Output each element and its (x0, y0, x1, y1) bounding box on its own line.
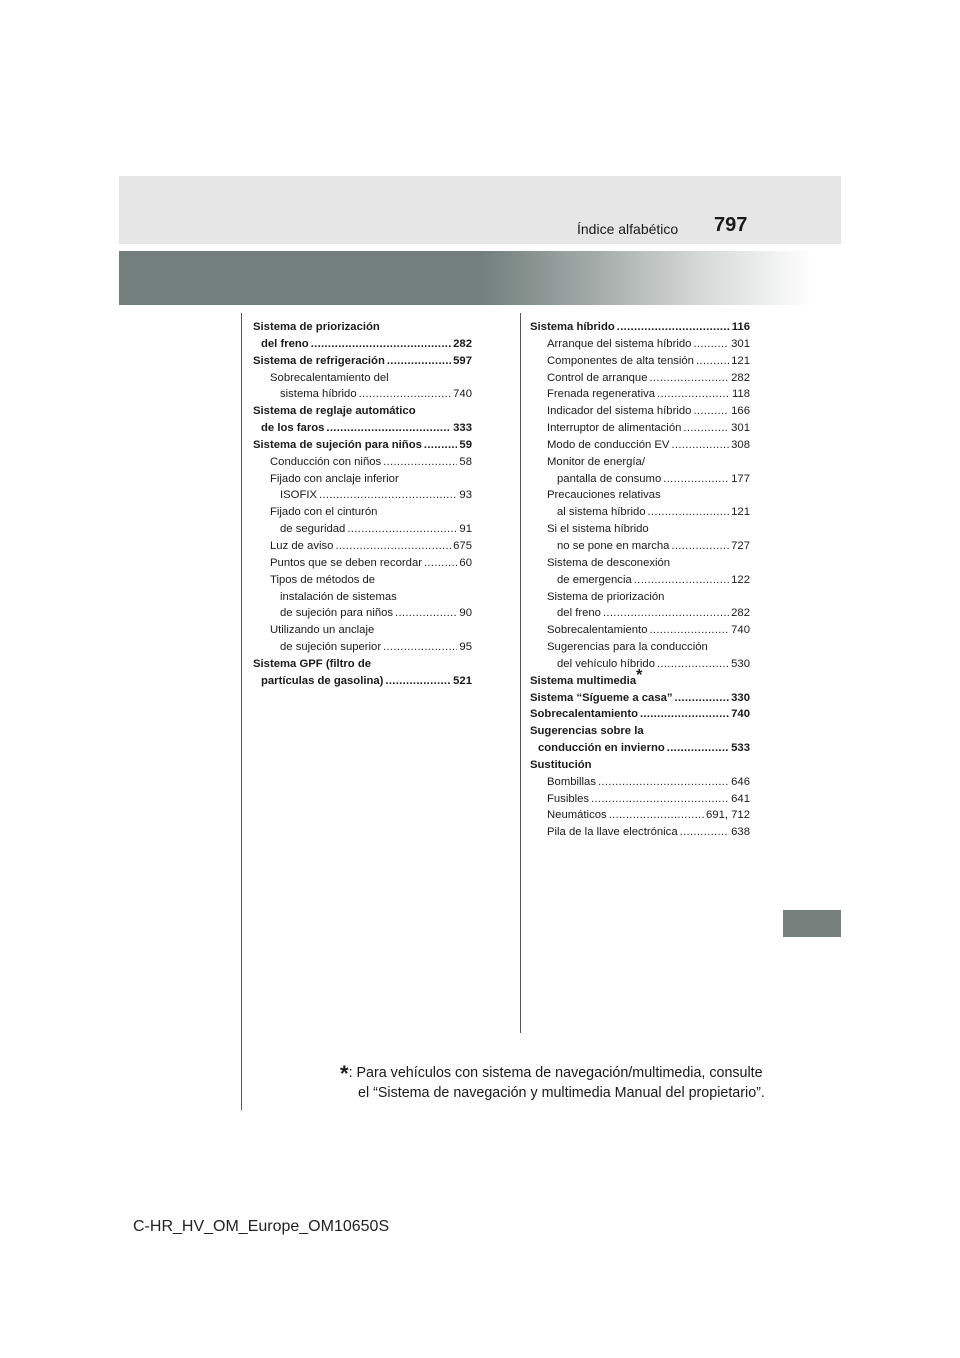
index-entry-page: 91 (459, 523, 472, 536)
index-entry-term: Fijado con anclaje inferior (270, 472, 399, 485)
index-entry-page: 646 (731, 775, 750, 788)
index-entry-term: Sustitución (530, 758, 592, 771)
index-entry-page: 121 (731, 506, 750, 519)
index-entry-term: Sistema GPF (filtro de (253, 657, 372, 670)
index-entry-term: del vehículo híbrido (557, 657, 655, 670)
index-entry-term: Sistema de sujeción para niños (253, 438, 422, 451)
dot-leader (640, 706, 729, 723)
index-entry (530, 386, 750, 403)
index-entry (253, 656, 472, 673)
dot-leader (649, 370, 729, 387)
index-entry-term: Sistema “Sígueme a casa” (530, 691, 673, 704)
index-entry-term: de emergencia (557, 573, 632, 586)
index-entry-page: 93 (459, 489, 472, 502)
index-entry (530, 605, 750, 622)
index-entry-page: 121 (731, 354, 750, 367)
index-entry-term: Monitor de energía/ (547, 455, 645, 468)
index-entry-page: 301 (731, 337, 750, 350)
index-entry-page: 166 (731, 405, 750, 418)
index-entry-term: de seguridad (280, 523, 346, 536)
dot-leader (648, 504, 730, 521)
index-entry (530, 666, 750, 690)
index-entry-term: Sistema de desconexión (547, 556, 671, 569)
index-entry-page: 740 (453, 388, 472, 401)
index-entry (530, 538, 750, 555)
index-entry-page: 282 (731, 607, 750, 620)
index-entry-term: Componentes de alta tensión (547, 354, 694, 367)
index-entry-term: Tipos de métodos de (270, 573, 376, 586)
dot-leader (326, 420, 451, 437)
index-entry-page: 177 (731, 472, 750, 485)
footnote-reference: * (636, 666, 643, 684)
dot-leader (696, 353, 729, 370)
index-entry (253, 504, 472, 521)
index-entry (253, 589, 472, 606)
index-entry (530, 471, 750, 488)
footnote-line-1: : Para vehículos con sistema de navegación/multimedia, consulte (348, 1065, 763, 1081)
index-entry (253, 487, 472, 504)
index-entry-term: Bombillas (547, 775, 596, 788)
index-entry (253, 319, 472, 336)
footnote-marker: * (340, 1061, 349, 1086)
index-entry-term: Pila de la llave electrónica (547, 826, 678, 839)
index-entry-page: 691, 712 (706, 809, 750, 822)
dot-leader (693, 336, 729, 353)
index-column-right (530, 319, 750, 841)
index-entry-page: 59 (459, 438, 472, 451)
index-entry-page: 638 (731, 826, 750, 839)
index-entry-term: de los faros (261, 422, 325, 435)
index-entry-page: 521 (453, 674, 472, 687)
index-entry-term: de sujeción superior (280, 641, 382, 654)
dot-leader (311, 336, 451, 353)
index-entry (530, 504, 750, 521)
index-entry (253, 521, 472, 538)
index-entry-page: 308 (731, 438, 750, 451)
index-entry-term: Si el sistema híbrido (547, 523, 649, 536)
index-entry-page: 282 (731, 371, 750, 384)
index-entry-page: 330 (731, 691, 750, 704)
dot-leader (347, 521, 457, 538)
index-entry (530, 622, 750, 639)
index-entry-term: Luz de aviso (270, 539, 334, 552)
index-entry-term: ISOFIX (280, 489, 318, 502)
index-entry-term: Modo de conducción EV (547, 438, 670, 451)
index-entry-page: 122 (731, 573, 750, 586)
index-entry (530, 740, 750, 757)
page-number: 797 (714, 214, 748, 236)
index-entry (253, 403, 472, 420)
header-gradient-bar (119, 251, 841, 305)
index-entry (530, 824, 750, 841)
index-entry-term: del freno (557, 607, 601, 620)
index-entry-term: Fusibles (547, 792, 590, 805)
index-entry (253, 454, 472, 471)
index-entry-page: 333 (453, 422, 472, 435)
dot-leader (649, 622, 729, 639)
dot-leader (675, 690, 730, 707)
dot-leader (424, 437, 458, 454)
column-divider (520, 313, 521, 1033)
index-entry (530, 706, 750, 723)
footnote (340, 1061, 765, 1103)
index-entry-term: Sugerencias para la conducción (547, 641, 708, 654)
index-entry (530, 572, 750, 589)
index-entry-page: 58 (459, 455, 472, 468)
dot-leader (603, 605, 729, 622)
index-entry (530, 589, 750, 606)
index-entry-term: conducción en invierno (538, 742, 665, 755)
dot-leader (385, 673, 451, 690)
index-entry-term: sistema híbrido (280, 388, 357, 401)
index-entry (530, 403, 750, 420)
index-entry-term: Utilizando un anclaje (270, 624, 375, 637)
index-entry (530, 757, 750, 774)
index-entry-page: 282 (453, 337, 472, 350)
dot-leader (383, 639, 457, 656)
dot-leader (663, 471, 729, 488)
section-title: Índice alfabético (577, 221, 679, 237)
dot-leader (359, 386, 452, 403)
index-entry-term: Neumáticos (547, 809, 607, 822)
index-entry (530, 690, 750, 707)
index-entry (253, 639, 472, 656)
dot-leader (424, 555, 457, 572)
index-entry-term: Puntos que se deben recordar (270, 556, 422, 569)
index-entry (253, 420, 472, 437)
index-entry-page: 301 (731, 422, 750, 435)
index-entry (253, 353, 472, 370)
index-entry (530, 639, 750, 656)
index-entry-page: 740 (731, 624, 750, 637)
index-entry-term: Sobrecalentamiento del (270, 371, 389, 384)
index-entry (253, 370, 472, 387)
dot-leader (671, 437, 729, 454)
index-entry-term: Sobrecalentamiento (547, 624, 648, 637)
index-entry-term: Interruptor de alimentación (547, 422, 682, 435)
index-entry-term: Arranque del sistema híbrido (547, 337, 692, 350)
index-entry (253, 386, 472, 403)
index-entry-term: partículas de gasolina) (261, 674, 384, 687)
index-entry-term: Sugerencias sobre la (530, 725, 644, 738)
index-entry (253, 437, 472, 454)
index-entry-page: 530 (731, 657, 750, 670)
document-code: C-HR_HV_OM_Europe_OM10650S (133, 1218, 390, 1235)
footnote-line-2: el “Sistema de navegación y multimedia Manual del propietario”. (358, 1084, 765, 1101)
dot-leader (634, 572, 729, 589)
dot-leader (657, 656, 729, 673)
dot-leader (591, 791, 729, 808)
index-entry-page: 727 (731, 539, 750, 552)
index-entry-term: Sistema de priorización (547, 590, 665, 603)
index-entry-page: 533 (731, 742, 750, 755)
index-entry (530, 791, 750, 808)
index-entry-page: 90 (459, 607, 472, 620)
index-entry-term: Conducción con niños (270, 455, 382, 468)
dot-leader (683, 420, 729, 437)
index-entry-page: 641 (731, 792, 750, 805)
dot-leader (383, 454, 457, 471)
dot-leader (395, 605, 457, 622)
index-entry-term: Sistema multimedia (530, 674, 637, 687)
index-entry (253, 538, 472, 555)
index-entry-term: Precauciones relativas (547, 489, 661, 502)
index-entry (530, 521, 750, 538)
index-entry-page: 60 (459, 556, 472, 569)
index-entry-term: Control de arranque (547, 371, 648, 384)
index-entry-term: Sobrecalentamiento (530, 708, 638, 721)
dot-leader (335, 538, 451, 555)
index-entry-page: 675 (453, 539, 472, 552)
dot-leader (598, 774, 729, 791)
dot-leader (319, 487, 457, 504)
index-entry-page: 95 (459, 641, 472, 654)
index-entry (530, 487, 750, 504)
index-entry-page: 740 (731, 708, 750, 721)
index-entry (253, 673, 472, 690)
index-entry-term: Sistema híbrido (530, 321, 615, 333)
index-entry-term: Sistema de priorización (253, 321, 380, 333)
index-entry-term: no se pone en marcha (557, 539, 670, 552)
index-entry (253, 622, 472, 639)
dot-leader (609, 807, 704, 824)
index-entry (253, 471, 472, 488)
index-entry-term: Sistema de refrigeración (253, 354, 385, 367)
index-entry-page: 116 (731, 321, 750, 333)
index-entry (530, 353, 750, 370)
chapter-tab (783, 910, 841, 937)
index-entry-term: Fijado con el cinturón (270, 506, 378, 519)
index-entry (530, 420, 750, 437)
index-entry-page: 597 (453, 354, 472, 367)
dot-leader (667, 740, 729, 757)
dot-leader (657, 386, 730, 403)
index-entry (253, 605, 472, 622)
index-entry-term: Sistema de reglaje automático (253, 405, 416, 418)
index-entry (253, 572, 472, 589)
dot-leader (680, 824, 730, 841)
index-entry (253, 336, 472, 353)
index-entry (530, 437, 750, 454)
index-entry (530, 319, 750, 336)
index-entry-page: 118 (731, 388, 750, 401)
index-entry (530, 774, 750, 791)
dot-leader (671, 538, 729, 555)
index-entry (530, 454, 750, 471)
dot-leader (693, 403, 729, 420)
dot-leader (617, 319, 730, 336)
index-column-left (253, 319, 472, 690)
index-entry (530, 555, 750, 572)
index-entry-term: de sujeción para niños (280, 607, 394, 620)
dot-leader (387, 353, 451, 370)
index-entry-term: pantalla de consumo (557, 472, 662, 485)
index-entry (530, 336, 750, 353)
index-entry-term: del freno (261, 337, 309, 350)
index-entry (253, 555, 472, 572)
index-entry (530, 723, 750, 740)
index-entry (530, 370, 750, 387)
left-margin-rule (241, 313, 242, 1110)
index-entry-term: Frenada regenerativa (547, 388, 656, 401)
index-entry-term: Indicador del sistema híbrido (547, 405, 692, 418)
index-entry-term: instalación de sistemas (280, 590, 397, 603)
index-entry (530, 807, 750, 824)
index-entry-term: al sistema híbrido (557, 506, 646, 519)
